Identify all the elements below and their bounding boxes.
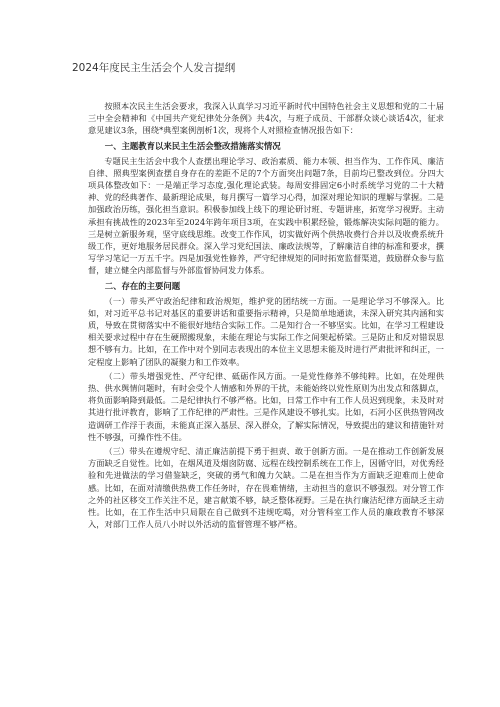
intro-paragraph: 按照本次民主生活会要求，我深入认真学习习近平新时代中国特色社会主义思想和党的二十届三中全会精神和《中国共产党纪律处分条例》共4次，与班子成员、干部群众谈心谈话4次，征求意见建议3条，围绕*典型案例剖析1次，现将个人对照检查情况报告如下： — [88, 101, 444, 136]
document-body — [88, 100, 444, 533]
section-1-paragraph: 专题民主生活会中我个人查摆出理论学习、政治素质、能力本领、担当作为、工作作风、廉洁自律、照典型案例查摆自身存在的差距不足的7个方面突出问题7条，目前均已整改到位。分四大项具体整改如下：一是端正学习态度,强化理论武装。每周安排固定6小时系统学习党的二十大精神、党的经典著作、最新理论成果，每月撰写一篇学习心得，加深对理论知识的理解与掌握。二是加强政治历练，强化担当意识。积极参加线上线下的理论研讨班、专题讲座，拓宽学习视野。主动承担有挑战性的2023年至2024年跨年项目3项，在实践中积累经验，锻炼解决实际问题的能力。三是树立新服务观，坚守底线思维。改变工作作风，切实做好两个供热收费行合并以及收费系统升级工作，更好地服务居民群众。深入学习党纪国法、廉政法规等，了解廉洁自律的标准和要求，撰写学习笔记一万五千字。四是加强党性修养，严守纪律规矩的同时拓宽监督渠道，鼓励群众参与监督，建立健全内部监督与外部监督协同发力体系。 — [88, 155, 444, 276]
section-2-paragraph-2: （二）带头增强党性、严守纪律、砥砺作风方面。一是党性修养不够纯粹。比如，在处理供热、供水舆情问题时，有时会受个人情感和外界的干扰，未能始终以党性原则为出发点和落脚点，将负面影响降到最低。二是纪律执行不够严格。比如，日常工作中有工作人员迟到现象，未及时对其进行批评教育，影响了工作纪律的严肃性。三是作风建设不够扎实。比如，石河小区供热管网改造调研工作浮于表面，未能真正深入基层、深入群众，了解实际情况，导致提出的建议和措施针对性不够强，可操作性不佳。 — [88, 370, 444, 442]
section-2-paragraph-3: （三）带头在遵规守纪、清正廉洁前提下勇于担责、敢于创新方面。一是在推动工作创新发展方面缺乏自觉性。比如，在烟风道及烟囱防腐、远程在线控制系统在工作上，因循守旧，对优秀经验和先进做法的学习借鉴缺乏，突破的勇气和魄力欠缺。二是在担当作为方面缺乏迎难而上使命感。比如，在面对清缴供热费工作任务时，存在畏难情绪，主动担当的意识不够强烈。对分管工作之外的社区移交工作关注不足，建言献策不够，缺乏整体视野。三是在执行廉洁纪律方面缺乏主动性。比如，在工作生活中只局限在自己做到不违规吃喝，对分管科室工作人员的廉政教育不够深入，对部门工作人员八小时以外活动的监督管理不够严格。 — [88, 446, 444, 530]
section-1-heading: 一、主题教育以来民主生活会整改措施落实情况 — [104, 140, 281, 151]
document-title: 2024年度民主生活会个人发言提纲 — [72, 62, 236, 74]
section-2-paragraph-1: （一）带头严守政治纪律和政治规矩，维护党的团结统一方面。一是理论学习不够深入。比如，对习近平总书记对基区的重要讲话和重要指示精神，只是简单地通读，未深入研究其内涵和实质，导致在贯彻落实中不能很好地结合实际工作。二是知行合一不够坚实。比如，在学习工程建设相关要求过程中存在生硬照搬现象，未能在理论与实际工作之间架起桥梁。三是防止和反对错误思想不够有力。比如，在工作中对个别同志表现出的本位主义思想未能及时进行严肃批评和纠正，一定程度上影响了团队的凝聚力和工作效率。 — [88, 295, 444, 367]
section-2-heading: 二、存在的主要问题 — [104, 280, 181, 291]
